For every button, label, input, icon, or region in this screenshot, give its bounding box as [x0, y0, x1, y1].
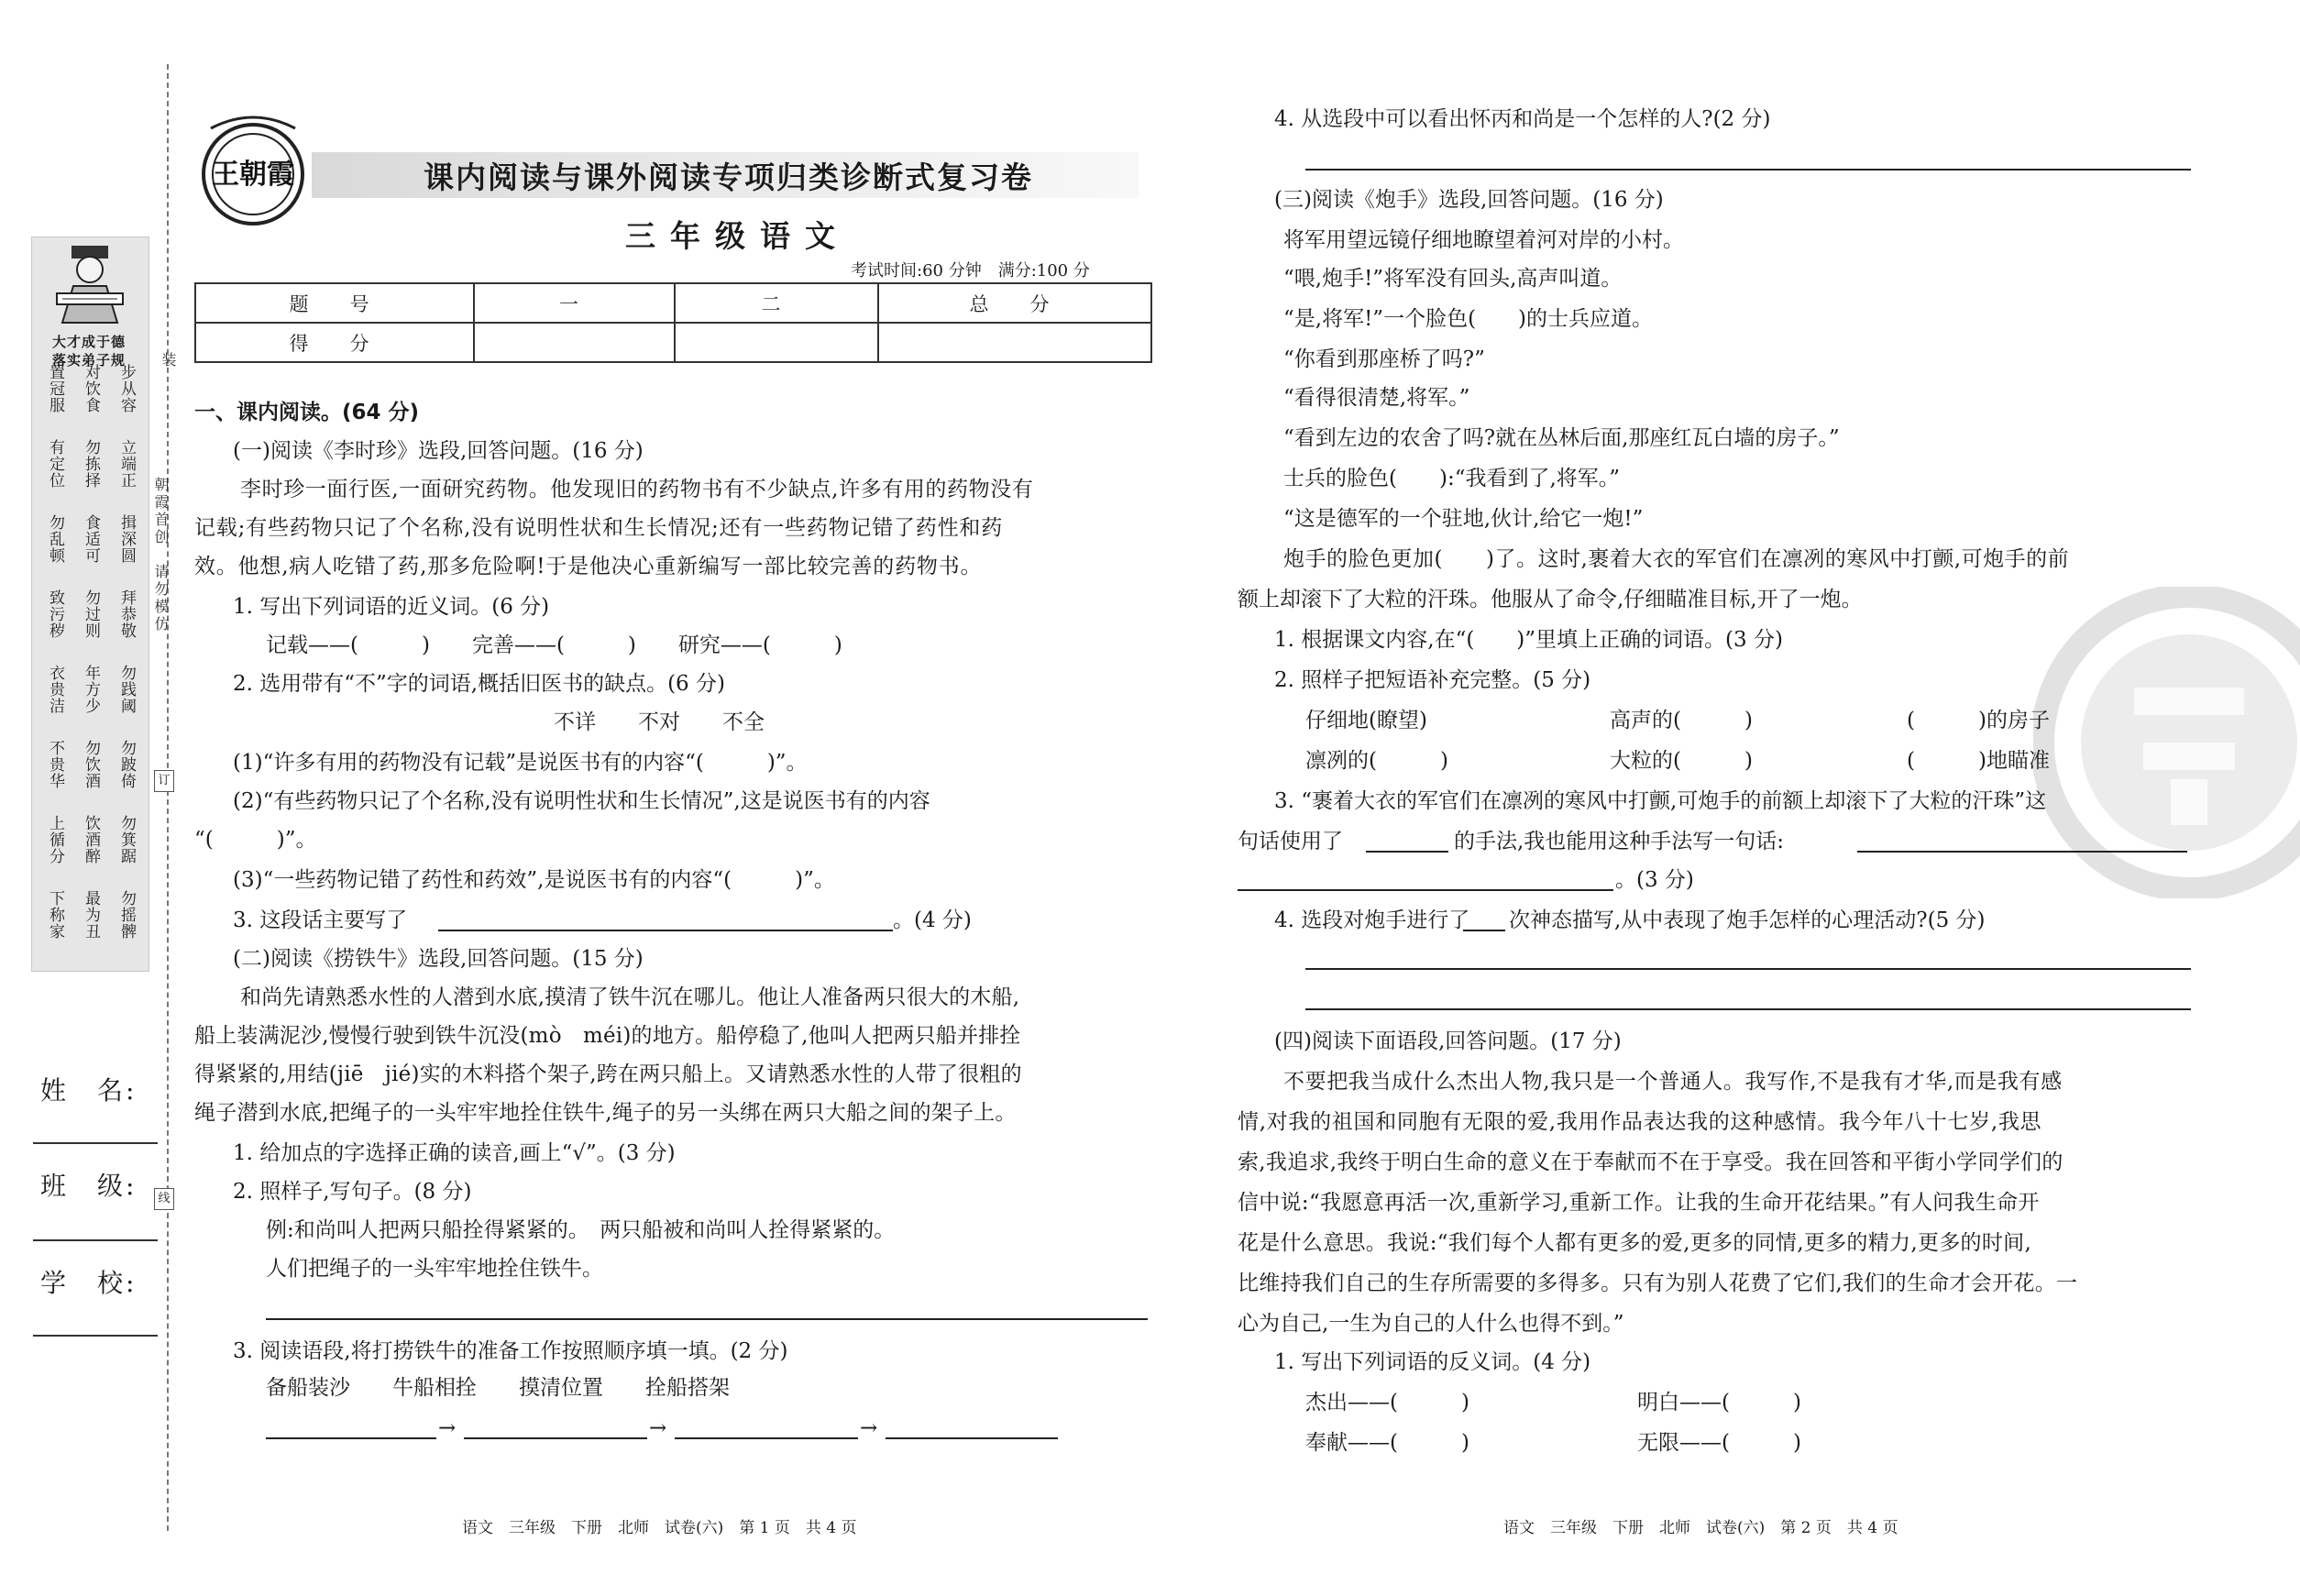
phrase-blank[interactable]: ( )地瞄准	[1907, 749, 2050, 773]
seal-xian: 线	[154, 1188, 174, 1210]
school-field[interactable]	[33, 1335, 158, 1337]
passage-2-line: 船上装满泥沙,慢慢行驶到铁牛沉没(mò méi)的地方。船停稳了,他叫人把两只船并排拴	[194, 1024, 1021, 1048]
answer-line[interactable]	[1305, 968, 2191, 970]
school-label: 学 校:	[40, 1268, 138, 1298]
arrow-icon: →	[649, 1416, 667, 1440]
score-cell: 总 分	[878, 283, 1151, 323]
rule-phrase: 勿摇髀	[121, 890, 141, 941]
passage-1-line: 记载;有些药物只记了个名称,没有说明性状和生长情况;还有一些药物记错了药性和药	[194, 516, 1004, 540]
rule-phrase: 步从容	[121, 364, 141, 415]
sequence-blank[interactable]	[464, 1437, 647, 1439]
rule-phrase: 不贵华	[50, 740, 70, 791]
score-value-row	[195, 323, 1151, 362]
example-sentence: 例:和尚叫人把两只船拴得紧紧的。 两只船被和尚叫人拴得紧紧的。	[266, 1218, 896, 1242]
score-header-row	[195, 283, 1151, 323]
passage-4-line: 比维持我们自己的生存所需要的多得多。只有为别人花费了它们,我们的生命才会开花。一	[1238, 1271, 2078, 1295]
section-1-title: 一、课内阅读。(64 分)	[194, 401, 420, 424]
disciple-rules	[50, 364, 141, 952]
binding-line	[167, 64, 169, 1531]
passage-4-title: (四)阅读下面语段,回答问题。(17 分)	[1274, 1029, 1622, 1053]
passage-1-line: 效。他想,病人吃错了药,那多危险啊!于是他决心重新编写一部比较完善的药物书。	[194, 555, 983, 578]
name-label: 姓 名:	[40, 1075, 138, 1106]
rule-phrase: 上循分	[50, 815, 70, 866]
rule-phrase: 勿箕踞	[121, 815, 141, 866]
logo-text: 王朝霞	[212, 159, 294, 191]
paper-title: 课内阅读与课外阅读专项归类诊断式复习卷	[424, 160, 1033, 195]
class-field[interactable]	[33, 1239, 158, 1241]
passage-2-line: 和尚先请熟悉水性的人潜到水底,摸清了铁牛沉在哪儿。他让人准备两只很大的木船,	[240, 985, 1020, 1009]
gutter-motto-2: 落实弟子规	[51, 352, 126, 369]
passage-3-line: 将军用望远镜仔细地瞭望着河对岸的小村。	[1283, 228, 1684, 252]
score-input[interactable]	[878, 323, 1151, 362]
passage-3-line: “是,将军!”一个脸色( )的士兵应道。	[1283, 307, 1654, 331]
passage-3-title: (三)阅读《炮手》选段,回答问题。(16 分)	[1274, 188, 1664, 212]
passage-4-line: 心为自己,一生为自己的人什么也得不到。”	[1238, 1312, 1624, 1336]
score-input[interactable]	[675, 323, 878, 362]
rule-phrase: 勿拣择	[85, 439, 105, 490]
answer-line[interactable]	[1305, 1008, 2191, 1010]
question-3-3: 3. “裹着大衣的军官们在凛冽的寒风中打颤,可炮手的前额上却滚下了大粒的汗珠”这	[1274, 789, 2047, 813]
rule-phrase: 勿乱顿	[50, 514, 70, 566]
question-1-2-3[interactable]: (3)“一些药物记错了药性和药效”,是说医书有的内容“( )”。	[233, 868, 835, 892]
rule-phrase: 年方少	[85, 665, 105, 716]
answer-line[interactable]	[1305, 169, 2191, 171]
passage-1-line: 李时珍一面行医,一面研究药物。他发现旧的药物书有不少缺点,许多有用的药物没有	[240, 478, 1034, 501]
rule-phrase: 致污秽	[50, 589, 70, 641]
question-2-2-sentence: 人们把绳子的一头牢牢地拴住铁牛。	[266, 1257, 603, 1281]
question-3-4-text: 次神态描写,从中表现了炮手怎样的心理活动?(5 分)	[1509, 908, 1986, 932]
passage-4-line: 信中说:“我愿意再活一次,重新学习,重新工作。让我的生命开花结果。”有人问我生命开	[1238, 1191, 2040, 1215]
score-cell: 一	[474, 283, 675, 323]
passage-3-line: 炮手的脸色更加( )了。这时,裹着大衣的军官们在凛冽的寒风中打颤,可炮手的前	[1283, 547, 2070, 571]
passage-2-title: (二)阅读《捞铁牛》选段,回答问题。(15 分)	[233, 947, 644, 971]
question-2-1: 1. 给加点的字选择正确的读音,画上“√”。(3 分)	[233, 1141, 676, 1165]
rule-column	[50, 364, 70, 952]
phrase-blank[interactable]: 高声的( )	[1610, 709, 1753, 732]
question-4-1: 1. 写出下列词语的反义词。(4 分)	[1274, 1350, 1591, 1374]
question-2-2: 2. 照样子,写句子。(8 分)	[233, 1180, 472, 1204]
question-1-3-score: 。(4 分)	[893, 908, 972, 932]
rule-phrase: 勿践阈	[121, 665, 141, 716]
question-1-2-1[interactable]: (1)“许多有用的药物没有记载”是说医书有的内容“( )”。	[233, 751, 808, 775]
rule-column	[121, 364, 141, 952]
answer-line[interactable]	[438, 930, 893, 931]
passage-3-line: 士兵的脸色( ):“我看到了,将军。”	[1283, 467, 1621, 490]
passage-1-title: (一)阅读《李时珍》选段,回答问题。(16 分)	[233, 439, 644, 463]
rule-phrase: 立端正	[121, 439, 141, 490]
answer-blank[interactable]	[1463, 930, 1505, 931]
question-1-1: 1. 写出下列词语的近义词。(6 分)	[233, 595, 550, 619]
score-input[interactable]	[474, 323, 675, 362]
arrow-icon: →	[860, 1416, 878, 1440]
passage-4-line: 花是什么意思。我说:“我们每个人都有更多的爱,更多的同情,更多的精力,更多的时间,	[1238, 1231, 2032, 1255]
seal-ding: 订	[154, 770, 174, 792]
rule-phrase: 勿跛倚	[121, 740, 141, 791]
score-cell: 题 号	[195, 283, 474, 323]
question-3-3-score: 。(3 分)	[1615, 868, 1694, 892]
question-2-3: 3. 阅读语段,将打捞铁牛的准备工作按照顺序填一填。(2 分)	[233, 1339, 788, 1363]
rule-phrase: 对饮食	[85, 364, 105, 415]
passage-4-line: 情,对我的祖国和同胞有无限的爱,我用作品表达我的这种感情。我今年八十七岁,我思	[1238, 1110, 2042, 1134]
passage-3-line: “这是德军的一个驻地,伙计,给它一炮!”	[1283, 507, 1644, 531]
antonym-blank[interactable]: 杰出——( )	[1305, 1391, 1469, 1414]
answer-line[interactable]	[1857, 851, 2187, 853]
question-3-3-text: 句话使用了	[1238, 830, 1343, 853]
scholar-figure-icon	[44, 240, 136, 332]
rule-phrase: 置冠服	[50, 364, 70, 415]
rule-phrase: 饮酒醉	[85, 815, 105, 866]
question-1-2-2-blank[interactable]: “( )”。	[194, 828, 317, 852]
word-options: 不详 不对 不全	[554, 710, 765, 734]
question-3-1: 1. 根据课文内容,在“( )”里填上正确的词语。(3 分)	[1274, 628, 1783, 652]
score-cell: 二	[675, 283, 878, 323]
answer-blank[interactable]	[1366, 851, 1448, 853]
passage-4-line: 索,我追求,我终于明白生命的意义在于奉献而不在于享受。我在回答和平街小学同学们的	[1238, 1150, 2063, 1174]
sequence-blank[interactable]	[675, 1437, 858, 1439]
rule-phrase: 拜恭敬	[121, 589, 141, 641]
phrase-blank[interactable]: 仔细地(瞭望)	[1305, 709, 1427, 732]
passage-3-line: “喂,炮手!”将军没有回头,高声叫道。	[1283, 267, 1623, 291]
question-2-4: 4. 从选段中可以看出怀丙和尚是一个怎样的人?(2 分)	[1274, 107, 1771, 131]
rule-phrase: 衣贵洁	[50, 665, 70, 716]
passage-2-line: 绳子潜到水底,把绳子的一头牢牢地拴住铁牛,绳子的另一头绑在两只大船之间的架子上。	[194, 1101, 1017, 1125]
question-3-2: 2. 照样子把短语补充完整。(5 分)	[1274, 668, 1591, 692]
rule-phrase: 勿过则	[85, 589, 105, 641]
answer-1-1[interactable]: 记载——( ) 完善——( ) 研究——( )	[266, 633, 842, 657]
gutter-motto-1: 大才成于德	[51, 334, 126, 350]
passage-3-line: “看到左边的农舍了吗?就在丛林后面,那座红瓦白墙的房子。”	[1283, 426, 1840, 450]
score-cell: 得 分	[195, 323, 474, 362]
answer-line[interactable]	[266, 1318, 1148, 1320]
brand-logo	[193, 110, 314, 231]
rule-phrase: 最为丑	[85, 890, 105, 941]
passage-3-line: 额上却滚下了大粒的汗珠。他服从了命令,仔细瞄准目标,开了一炮。	[1238, 588, 1863, 611]
rule-phrase: 下称家	[50, 890, 70, 941]
rule-phrase: 有定位	[50, 439, 70, 490]
arrow-icon: →	[438, 1416, 457, 1440]
footer-page-1: 语文 三年级 下册 北师 试卷(六) 第 1 页 共 4 页	[462, 1519, 857, 1537]
question-1-2-2: (2)“有些药物只记了个名称,没有说明性状和生长情况”,这是说医书有的内容	[233, 789, 930, 813]
footer-page-2: 语文 三年级 下册 北师 试卷(六) 第 2 页 共 4 页	[1503, 1519, 1898, 1537]
rule-phrase: 勿饮酒	[85, 740, 105, 791]
phrase-blank[interactable]: 凛冽的( )	[1305, 749, 1448, 773]
question-1-2: 2. 选用带有“不”字的词语,概括旧医书的缺点。(6 分)	[233, 672, 725, 696]
passage-4-line: 不要把我当成什么杰出人物,我只是一个普通人。我写作,不是我有才华,而是我有感	[1283, 1070, 2063, 1094]
exam-info: 考试时间:60 分钟 满分:100 分	[851, 261, 1090, 281]
phrase-blank[interactable]: ( )的房子	[1907, 709, 2050, 732]
sequence-options: 备船装沙 牛船相拴 摸清位置 拴船搭架	[266, 1376, 730, 1400]
rule-column	[85, 364, 105, 952]
grade-title: 三年级语文	[625, 218, 850, 254]
gutter-note-zhuang: 装	[160, 352, 177, 369]
question-1-3: 3. 这段话主要写了	[233, 908, 408, 932]
rule-phrase: 食适可	[85, 514, 105, 566]
question-3-3-text2: 的手法,我也能用这种手法写一句话:	[1454, 830, 1785, 853]
passage-3-line: “看得很清楚,将军。”	[1283, 386, 1470, 410]
question-3-4: 4. 选段对炮手进行了	[1274, 908, 1470, 932]
antonym-blank[interactable]: 奉献——( )	[1305, 1431, 1469, 1455]
sequence-blank[interactable]	[886, 1437, 1058, 1439]
score-table	[194, 282, 1152, 363]
name-field[interactable]	[33, 1142, 158, 1144]
antonym-blank[interactable]: 无限——( )	[1637, 1431, 1801, 1455]
rule-phrase: 揖深圆	[121, 514, 141, 566]
phrase-blank[interactable]: 大粒的( )	[1610, 749, 1753, 773]
antonym-blank[interactable]: 明白——( )	[1637, 1391, 1801, 1414]
class-label: 班 级:	[40, 1171, 138, 1201]
sequence-blank[interactable]	[266, 1437, 436, 1439]
passage-2-line: 得紧紧的,用结(jiē jié)实的木料搭个架子,跨在两只船上。又请熟悉水性的人带了很粗的	[194, 1062, 1022, 1086]
answer-line[interactable]	[1238, 889, 1613, 891]
brand-note: 朝霞首创 请勿模仿	[152, 477, 170, 633]
passage-3-line: “你看到那座桥了吗?”	[1283, 347, 1485, 371]
